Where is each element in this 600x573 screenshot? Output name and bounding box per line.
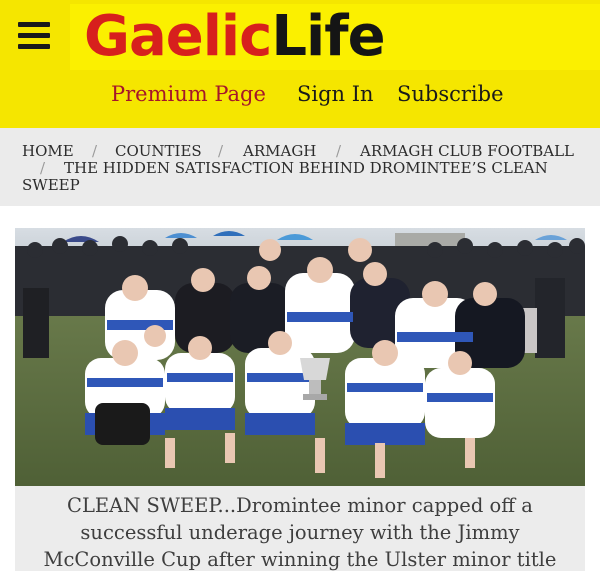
team-celebration-photo [15,228,585,486]
caption-line-1: CLEAN SWEEP...Dromintee minor capped off a [67,494,533,517]
breadcrumb-separator: / [336,142,342,160]
breadcrumb-counties[interactable]: COUNTIES [115,142,202,160]
photo-caption [15,486,585,571]
article-hero-photo [15,228,585,486]
breadcrumb-separator: / [92,142,98,160]
breadcrumb-current-article: THE HIDDEN SATISFACTION BEHIND DROMINTEE’S CLEAN [64,159,548,177]
premium-page-link[interactable]: Premium Page [111,82,266,106]
breadcrumb-armagh-club-football[interactable]: ARMAGH CLUB FOOTBALL [360,142,574,160]
breadcrumb-armagh[interactable]: ARMAGH [243,142,317,160]
breadcrumb-home[interactable]: HOME [22,142,74,160]
site-header [0,0,600,128]
breadcrumb-separator: / [218,142,224,160]
caption-line-2: successful underage journey with the Jimmy [80,521,520,544]
caption-line-3: McConville Cup after winning the Ulster minor title [43,548,557,571]
subscribe-link[interactable]: Subscribe [397,82,504,106]
top-nav [0,82,600,110]
site-logo[interactable] [84,4,385,70]
sign-in-link[interactable]: Sign In [297,82,374,106]
breadcrumb-current-article-cont: SWEEP [22,176,80,194]
hamburger-menu-icon[interactable] [18,22,50,50]
breadcrumb-separator: / [40,159,46,177]
breadcrumb [0,128,600,206]
logo-text-gaelic: Gaelic [84,4,272,69]
logo-text-life: Life [271,4,385,69]
